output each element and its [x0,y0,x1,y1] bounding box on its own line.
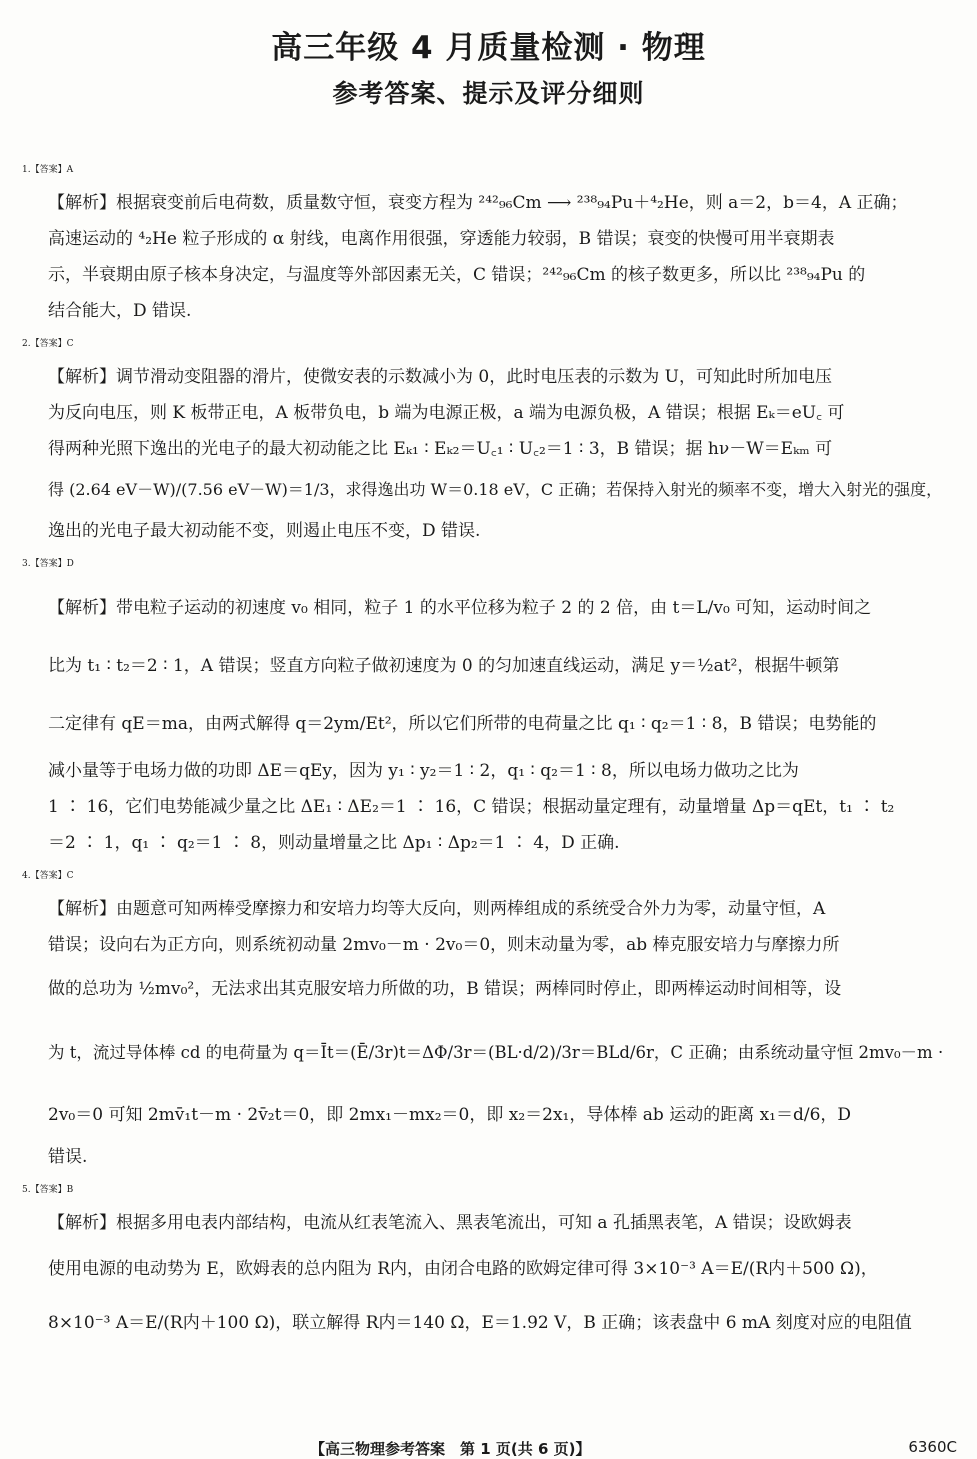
question-5 [22,1175,960,1349]
question-4 [22,861,960,1175]
question-2 [22,329,960,549]
explanation-line: 做的总功为 ½mv₀²，无法求出其克服安培力所做的功，B 错误；两棒同时停止，即两棒运动时间相等，设 [48,979,842,999]
explanation-line: 示，半衰期由原子核本身决定，与温度等外部因素无关，C 错误；²⁴²₉₆Cm 的核子数更多，所以比 ²³⁸₉₄Pu 的 [48,265,866,285]
explanation-line: 减小量等于电场力做的功即 ΔE＝qEy，因为 y₁ ∶ y₂＝1 ∶ 2，q₁ ∶ q₂＝1 ∶ 8，所以电场力做功之比为 [48,761,799,781]
explanation-line: 【解析】根据多用电表内部结构，电流从红表笔流入、黑表笔流出，可知 a 孔插黑表笔，A 错误；设欧姆表 [48,1213,852,1233]
explanation-line: 2v₀＝0 可知 2mv̄₁t－m · 2v̄₂t＝0，即 2mx₁－mx₂＝0，即 x₂＝2x₁，导体棒 ab 运动的距离 x₁＝d/6，D [48,1105,852,1125]
explanation-line: 【解析】根据衰变前后电荷数，质量数守恒，衰变方程为 ²⁴²₉₆Cm ⟶ ²³⁸₉₄Pu＋⁴₂He，则 a＝2，b＝4，A 正确； [48,193,908,213]
answer-content [22,155,960,1349]
answer-line: 4.【答案】C [22,871,74,881]
explanation [22,1205,960,1349]
page-footer [0,1438,977,1459]
explanation-line: ＝2 ∶ 1，q₁ ∶ q₂＝1 ∶ 8，则动量增量之比 Δp₁ ∶ Δp₂＝1 ∶ 4，D 正确. [48,833,620,853]
answer-line: 3.【答案】D [22,559,74,569]
explanation-line: 8×10⁻³ A＝E/(R内＋100 Ω)，联立解得 R内＝140 Ω，E＝1.92 V，B 正确；该表盘中 6 mA 刻度对应的电阻值 [48,1313,912,1333]
answer-line: 5.【答案】B [22,1185,74,1195]
explanation-line: 为 t，流过导体棒 cd 的电荷量为 q＝Īt＝(Ē/3r)t＝ΔΦ/3r＝(BL·d/2)/3r＝BLd/6r，C 正确；由系统动量守恒 2mv₀－m · [48,1043,944,1062]
explanation-line: 为反向电压，则 K 板带正电，A 板带负电，b 端为电源正极，a 端为电源负极，A 错误；根据 Eₖ＝eU꜀ 可 [48,403,845,423]
explanation-line: 错误；设向右为正方向，则系统初动量 2mv₀－m · 2v₀＝0，则末动量为零，ab 棒克服安培力与摩擦力所 [48,935,840,955]
answer-line: 2.【答案】C [22,339,74,349]
page-subtitle: 参考答案、提示及评分细则 [332,79,645,108]
explanation [22,891,960,1175]
footer-code: 6360C [908,1438,957,1456]
explanation-line: 【解析】带电粒子运动的初速度 v₀ 相同，粒子 1 的水平位移为粒子 2 的 2 倍，由 t＝L/v₀ 可知，运动时间之 [48,598,872,618]
explanation [22,359,960,549]
question-3 [22,549,960,861]
footer-page-label: 【高三物理参考答案 第 1 页(共 6 页)】 [310,1440,591,1458]
explanation-line: 【解析】调节滑动变阻器的滑片，使微安表的示数减小为 0，此时电压表的示数为 U，可知此时所加电压 [48,367,832,387]
explanation-line: 逸出的光电子最大初动能不变，则遏止电压不变，D 错误. [48,521,481,541]
explanation-line: 结合能大，D 错误. [48,301,192,321]
explanation-line: 二定律有 qE＝ma，由两式解得 q＝2ym/Et²，所以它们所带的电荷量之比 q₁ ∶ q₂＝1 ∶ 8，B 错误；电势能的 [48,714,877,734]
explanation-line: 得 (2.64 eV－W)/(7.56 eV－W)＝1/3，求得逸出功 W＝0.18 eV，C 正确；若保持入射光的频率不变，增大入射光的强度， [48,480,943,499]
explanation-line: 比为 t₁ ∶ t₂＝2 ∶ 1，A 错误；竖直方向粒子做初速度为 0 的匀加速直线运动，满足 y＝½at²，根据牛顿第 [48,656,840,676]
explanation [22,185,960,329]
page-title: 高三年级 4 月质量检测 · 物理 [271,30,706,66]
explanation-line: 得两种光照下逸出的光电子的最大初动能之比 Eₖ₁ ∶ Eₖ₂＝U꜀₁ ∶ U꜀₂＝1 ∶ 3，B 错误；据 hν－W＝Eₖₘ 可 [48,439,833,459]
explanation-line: 使用电源的电动势为 E，欧姆表的总内阻为 R内，由闭合电路的欧姆定律可得 3×10⁻³ A＝E/(R内＋500 Ω)， [48,1259,878,1279]
explanation-line: 1 ∶ 16，它们电势能减少量之比 ΔE₁ ∶ ΔE₂＝1 ∶ 16，C 错误；根据动量定理有，动量增量 Δp＝qEt，t₁ ∶ t₂ [48,797,895,817]
explanation-line: 【解析】由题意可知两棒受摩擦力和安培力均等大反向，则两棒组成的系统受合外力为零，动量守恒，A [48,899,826,919]
explanation-line: 高速运动的 ⁴₂He 粒子形成的 α 射线，电离作用很强，穿透能力较弱，B 错误；衰变的快慢可用半衰期表 [48,229,835,249]
explanation-line: 错误. [48,1147,88,1167]
answer-line: 1.【答案】A [22,165,74,175]
explanation [22,579,960,861]
question-1 [22,155,960,329]
